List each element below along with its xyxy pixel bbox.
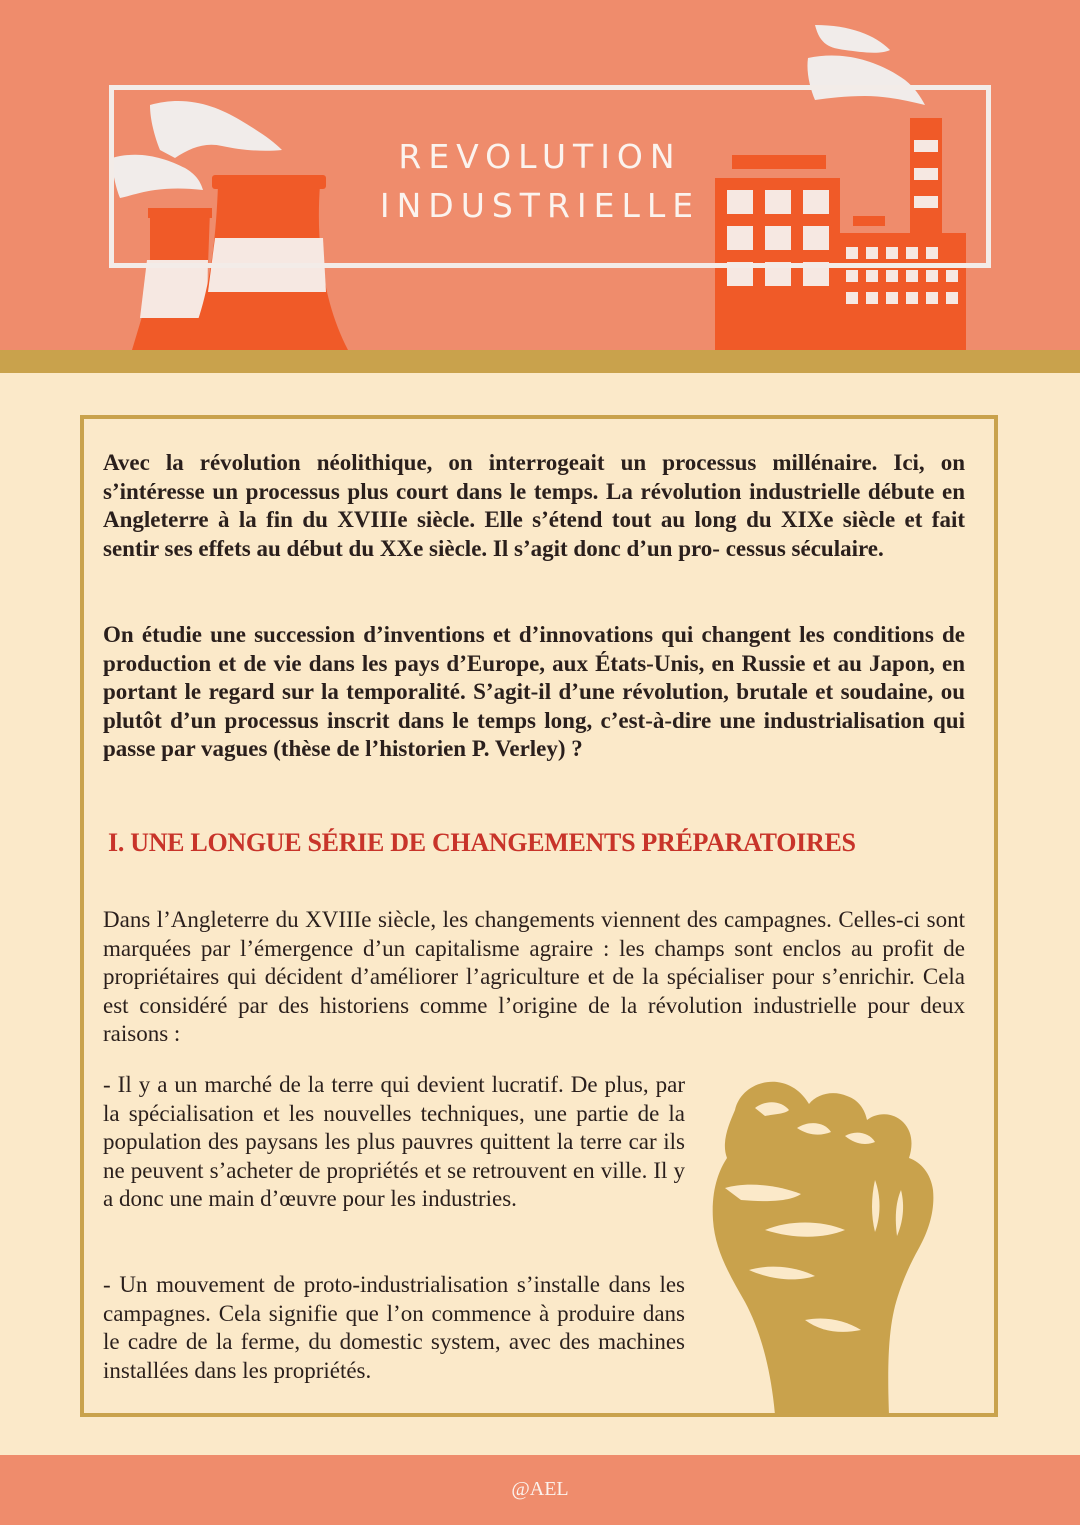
page-title <box>340 132 740 230</box>
bullet-paragraph-2: - Un mouvement de proto-industrialisation s’installe dans les campagnes. Cela signifie que l’on commence à produire dans le cadre de la ferme, du domestic system, avec des machines installées dans les propriétés. <box>103 1272 685 1383</box>
section-heading: I. UNE LONGUE SÉRIE DE CHANGEMENTS PRÉPARATOIRES <box>108 828 856 857</box>
intro-paragraph-2: On étudie une succession d’inventions et d’innovations qui changent les conditions de production et de vie dans les pays d’Europe, aux États-Unis, en Russie et au Japon, en portant le regard sur la temporalité. S’agit-il d’une révolution, brutale et soudaine, ou plutôt d’un processus inscrit dans le temps long, c’est-à-dire une industrialisation qui passe par vagues (thèse de l’historien P. Verley) ? <box>103 622 965 762</box>
title-line-2: INDUSTRIELLE <box>379 186 701 225</box>
section-paragraph: Dans l’Angleterre du XVIIIe siècle, les changements viennent des campagnes. Celles-ci sont marquées par l’émergence d’un capitalisme agraire : les champs sont enclos au profit de propriétaires qui décident d’améliorer l’agriculture et de la spécialiser pour s’enrichir. Cela est considéré par des historiens comme l’origine de la révolution industrielle pour deux raisons : <box>103 907 965 1047</box>
title-line-1: REVOLUTION <box>398 137 682 176</box>
header-divider <box>0 350 1080 373</box>
intro-paragraph-1: Avec la révolution néolithique, on interrogeait un processus millénaire. Ici, on s’intéresse un processus plus court dans le temps. La révolution industrielle débute en Angleterre à la fin du XVIIIe siècle. Elle s’étend tout au long du XIXe siècle et fait sentir ses effets au début du XXe siècle. Il s’agit donc d’un pro- cessus séculaire. <box>103 450 965 561</box>
raised-fist-icon <box>705 1070 945 1415</box>
bullet-paragraph-1: - Il y a un marché de la terre qui devient lucratif. De plus, par la spécialisation et les nouvelles techniques, une partie de la population des paysans les plus pauvres quittent la terre car ils ne peuvent s’acheter de propriétés et se retrouvent en ville. Il y a donc une main d’œuvre pour les industries. <box>103 1072 685 1212</box>
footer-credit: @AEL <box>511 1478 569 1500</box>
